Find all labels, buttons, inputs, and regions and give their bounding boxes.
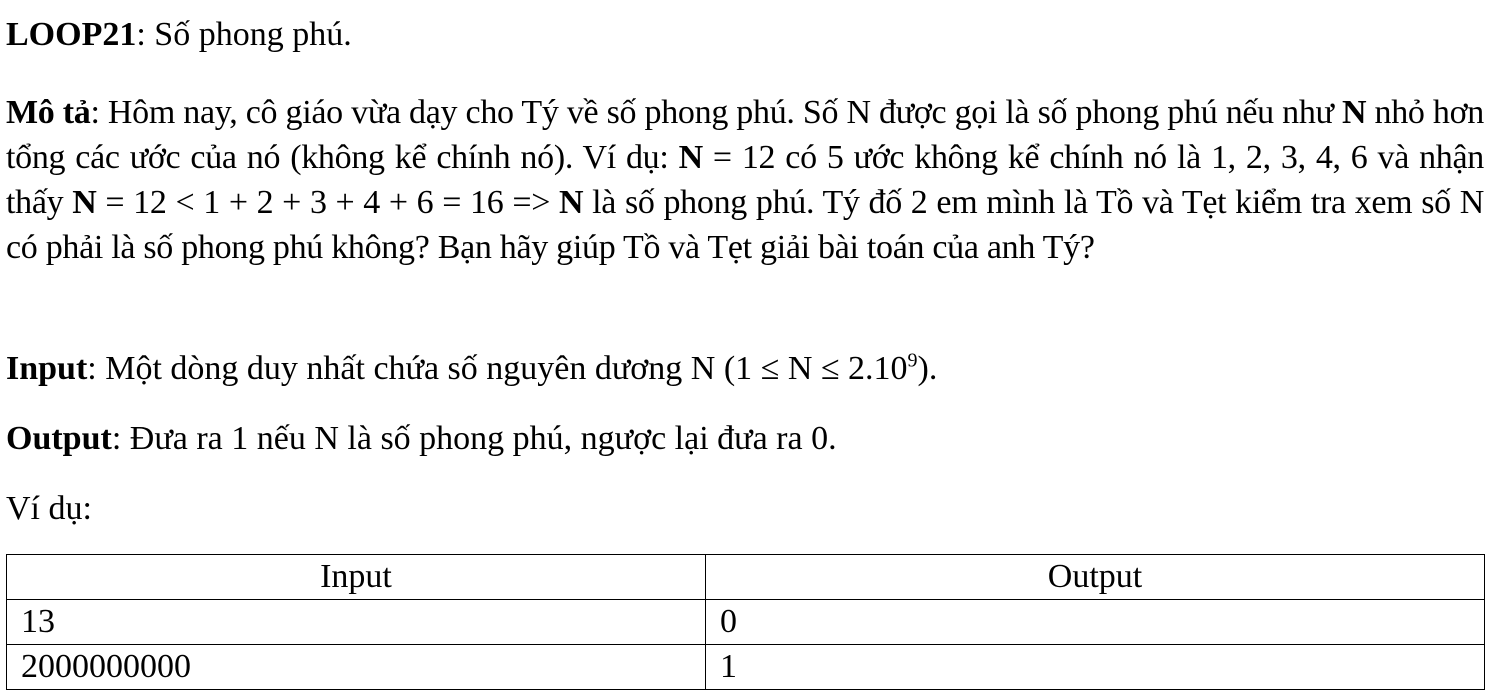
table-row <box>7 645 1485 690</box>
table-row <box>7 600 1485 645</box>
description-n-4: N <box>558 184 584 221</box>
description-n-1: N <box>1341 94 1367 131</box>
input-label: Input <box>6 350 88 387</box>
input-end: ). <box>917 350 938 387</box>
cell-output: 0 <box>706 600 1485 645</box>
problem-code: LOOP21 <box>6 16 137 53</box>
input-spec <box>6 346 937 391</box>
description-n-2: N <box>678 139 703 176</box>
table-header-row <box>7 555 1485 600</box>
problem-name: : Số phong phú. <box>136 16 352 53</box>
output-spec <box>6 416 837 461</box>
description-text-3: = 12 có 5 ước không kể chính nó là 1, 2, 3, 4, 6 và nhận thấy <box>6 139 1484 221</box>
cell-input: 13 <box>7 600 706 645</box>
description-paragraph <box>6 90 1484 270</box>
description-text-4: = 12 < 1 + 2 + 3 + 4 + 6 = 16 => <box>96 184 559 221</box>
cell-output: 1 <box>706 645 1485 690</box>
description-label: Mô tả <box>6 94 91 131</box>
cell-input: 2000000000 <box>7 645 706 690</box>
example-label: Ví dụ: <box>6 490 92 527</box>
example-table <box>6 554 1485 690</box>
description-n-3: N <box>72 184 97 221</box>
description-text-2: nhỏ hơn tổng các ước của nó (không kể chính nó). Ví dụ: <box>6 94 1484 176</box>
header-input: Input <box>7 555 706 600</box>
header-output: Output <box>706 555 1485 600</box>
description-text-5: là số phong phú. Tý đố 2 em mình là Tồ và Tẹt kiểm tra xem số N có phải là số phong phú không? Bạn hãy giúp Tồ và Tẹt giải bài toán của anh Tý? <box>6 184 1484 266</box>
input-exponent: 9 <box>907 349 918 372</box>
output-label: Output <box>6 420 112 457</box>
problem-title <box>6 12 352 57</box>
input-text: : Một dòng duy nhất chứa số nguyên dương N (1 ≤ N ≤ 2.10 <box>87 350 908 387</box>
output-text: : Đưa ra 1 nếu N là số phong phú, ngược lại đưa ra 0. <box>111 420 837 457</box>
description-text-1: : Hôm nay, cô giáo vừa dạy cho Tý về số phong phú. Số N được gọi là số phong phú nếu như <box>90 94 1342 131</box>
